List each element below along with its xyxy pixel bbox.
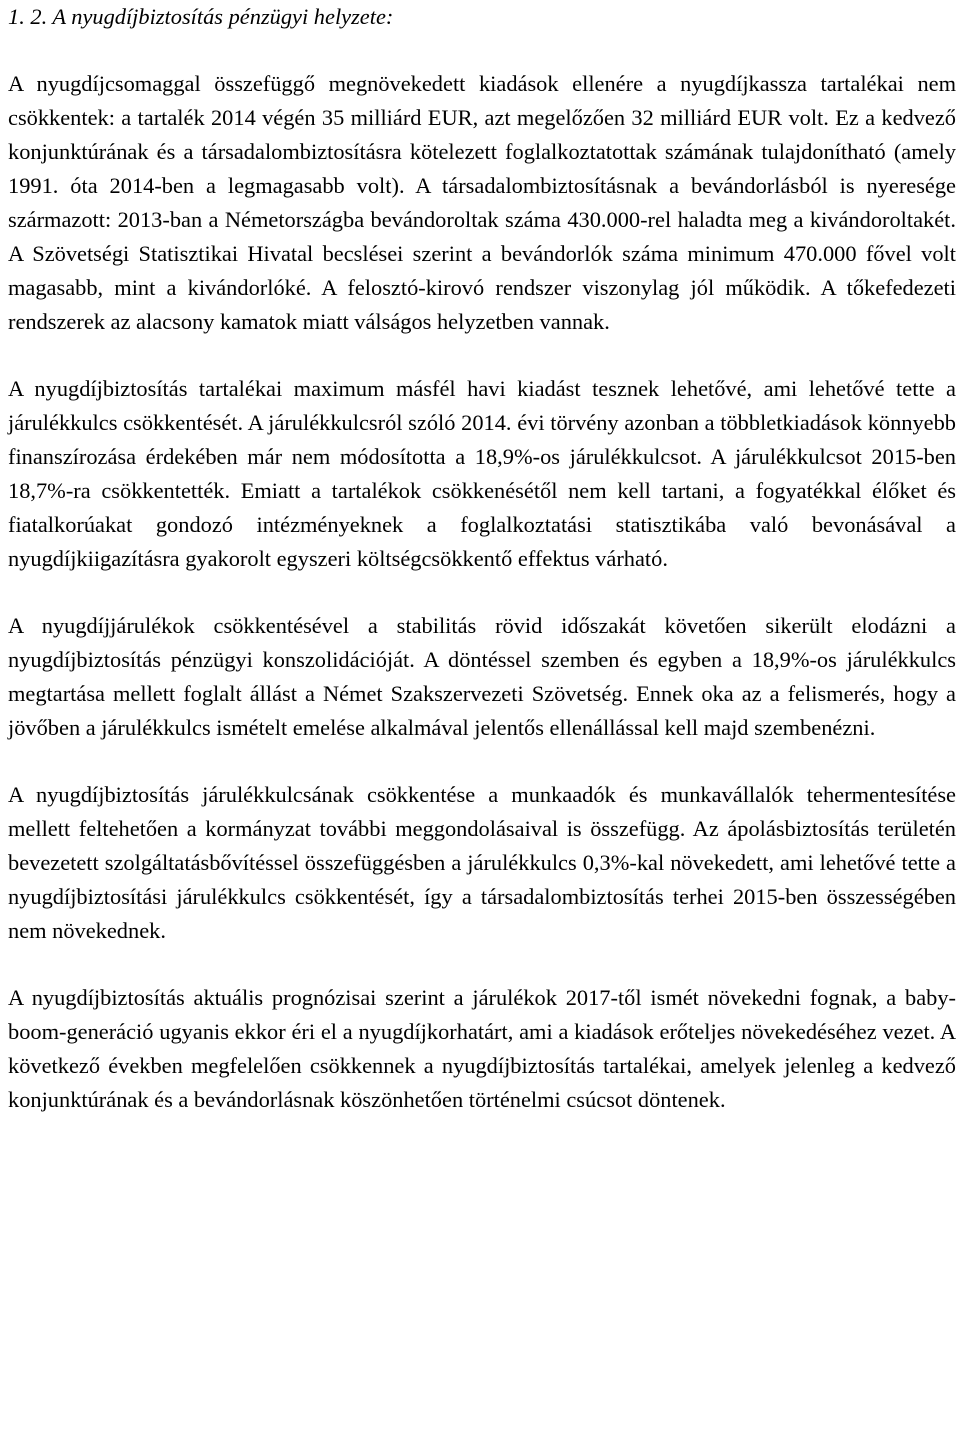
- paragraph-4: A nyugdíjbiztosítás járulékkulcsának csökkentése a munkaadók és munkavállalók tehermentesítése mellett feltehetően a kormányzat további meggondolásaival is összefügg. Az ápolásbiztosítás területén bevezetett szolgáltatásbővítéssel összefüggésben a járulékkulcs 0,3%-kal növekedett, ami lehetővé tette a nyugdíjbiztosítási járulékkulcs csökkentését, így a társadalombiztosítás terhei 2015-ben összességében nem növekednek.: [8, 782, 956, 943]
- paragraph-5: A nyugdíjbiztosítás aktuális prognózisai szerint a járulékok 2017-től ismét növekedni fognak, a baby-boom-generáció ugyanis ekkor éri el a nyugdíjkorhatárt, ami a kiadások erőteljes növekedéséhez vezet. A következő években megfelelően csökkennek a nyugdíjbiztosítás tartalékai, amelyek jelenleg a kedvező konjunktúrának és a bevándorlásnak köszönhetően történelmi csúcsot döntenek.: [8, 985, 956, 1112]
- paragraph-2: A nyugdíjbiztosítás tartalékai maximum másfél havi kiadást tesznek lehetővé, ami lehetővé tette a járulékkulcs csökkentését. A járulékkulcsról szóló 2014. évi törvény azonban a többletkiadások könnyebb finanszírozása érdekében már nem módosította a 18,9%-os járulékkulcsot. A járulékkulcsot 2015-ben 18,7%-ra csökkentették. Emiatt a tartalékok csökkenésétől nem kell tartani, a fogyatékkal élőket és fiatalkorúakat gondozó intézményeknek a foglalkoztatási statisztikába való bevonásával a nyugdíjkiigazításra gyakorolt egyszeri költségcsökkentő effektus várható.: [8, 376, 956, 571]
- section-heading: 1. 2. A nyugdíjbiztosítás pénzügyi helyzete:: [8, 4, 394, 29]
- document-page: [8, 0, 956, 1117]
- paragraph-3: A nyugdíjjárulékok csökkentésével a stabilitás rövid időszakát követően sikerült elodázni a nyugdíjbiztosítás pénzügyi konszolidációját. A döntéssel szemben és egyben a 18,9%-os járulékkulcs megtartása mellett foglalt állást a Német Szakszervezeti Szövetség. Ennek oka az a felismerés, hogy a jövőben a járulékkulcs ismételt emelése alkalmával jelentős ellenállással kell majd szembenézni.: [8, 613, 956, 740]
- paragraph-1: A nyugdíjcsomaggal összefüggő megnövekedett kiadások ellenére a nyugdíjkassza tartalékai nem csökkentek: a tartalék 2014 végén 35 milliárd EUR, azt megelőzően 32 milliárd EUR volt. Ez a kedvező konjunktúrának és a társadalombiztosításra kötelezett foglalkoztatottak számának tulajdonítható (amely 1991. óta 2014-ben a legmagasabb volt). A társadalombiztosításnak a bevándorlásból is nyeresége származott: 2013-ban a Németországba bevándoroltak száma 430.000-rel haladta meg a kivándoroltakét. A Szövetségi Statisztikai Hivatal becslései szerint a bevándorlók száma minimum 470.000 fővel volt magasabb, mint a kivándorlóké. A felosztó-kirovó rendszer viszonylag jól működik. A tőkefedezeti rendszerek az alacsony kamatok miatt válságos helyzetben vannak.: [8, 71, 956, 334]
